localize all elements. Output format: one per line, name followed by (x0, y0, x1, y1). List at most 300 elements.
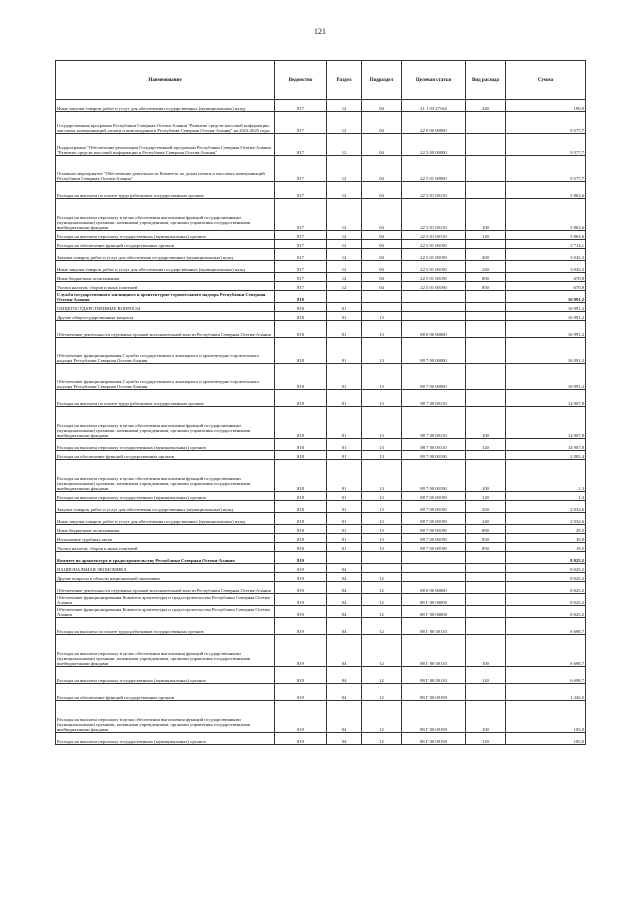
cell-ved: 819 (275, 618, 327, 635)
cell-expense-type (466, 291, 506, 303)
cell-name: НАЦИОНАЛЬНАЯ ЭКОНОМИКА (56, 564, 275, 573)
cell-sum: 9 577,7 (506, 134, 586, 156)
cell-podrazdel: 12 (362, 667, 402, 684)
cell-target: 22 5 01 00190 (402, 249, 466, 261)
header-sum: Сумма (506, 61, 586, 100)
cell-ved: 818 (275, 543, 327, 552)
cell-podrazdel: 12 (362, 635, 402, 667)
cell-name: Иные закупки товаров, работ и услуг для обеспечения государственных (муниципальных) нужд (56, 100, 275, 112)
table-row (56, 112, 586, 134)
cell-razdel: 04 (327, 582, 362, 594)
cell-razdel: 01 (327, 492, 362, 501)
cell-target: 22 5 01 00190 (402, 273, 466, 282)
cell-podrazdel: 12 (362, 606, 402, 618)
cell-razdel: 01 (327, 407, 362, 439)
cell-name: Расходы на обеспечение функций государственных органов (56, 451, 275, 460)
cell-ved: 819 (275, 594, 327, 606)
cell-razdel: 01 (327, 513, 362, 525)
table-row (56, 492, 586, 501)
table-row (56, 134, 586, 156)
cell-expense-type (466, 182, 506, 199)
table-row (56, 249, 586, 261)
cell-name: Обеспечение деятельности отдельных органов исполнительной власти Республики Северная Осетия-Алания (56, 582, 275, 594)
cell-target (402, 552, 466, 564)
cell-target: 22 5 01 00110 (402, 182, 466, 199)
cell-expense-type (466, 552, 506, 564)
cell-ved: 819 (275, 606, 327, 618)
cell-ved: 819 (275, 573, 327, 582)
cell-name: Основное мероприятие "Обеспечение деятельности Комитета по делам печати и массовых коммуникаций Республики Северная Осетия-Алания" (56, 156, 275, 182)
cell-razdel: 01 (327, 460, 362, 492)
cell-razdel: 01 (327, 543, 362, 552)
cell-ved: 817 (275, 249, 327, 261)
cell-expense-type: 100 (466, 635, 506, 667)
cell-name: Расходы на выплаты персоналу государственных (муниципальных) органов (56, 733, 275, 745)
cell-name: Расходы на выплаты персоналу в целях обеспечения выполнения функций государственными (муниципальными) органами, казенными учреждениями, органами управления государственными внебюджетными фондами (56, 460, 275, 492)
cell-ved: 817 (275, 282, 327, 291)
table-row (56, 291, 586, 303)
header-ved: Ведомство (275, 61, 327, 100)
cell-sum: 3 043,3 (506, 261, 586, 273)
cell-sum: 5 863,6 (506, 182, 586, 199)
cell-expense-type: 850 (466, 543, 506, 552)
cell-name: Закупка товаров, работ и услуг для обеспечения государственных (муниципальных) нужд (56, 249, 275, 261)
table-row (56, 733, 586, 745)
table-row (56, 100, 586, 112)
cell-target: 88 7 00 00190 (402, 501, 466, 513)
cell-target: 88 7 00 00190 (402, 534, 466, 543)
cell-name: Иные закупки товаров, работ и услуг для обеспечения государственных (муниципальных) нужд (56, 261, 275, 273)
cell-expense-type: 120 (466, 733, 506, 745)
cell-sum: 10,0 (506, 534, 586, 543)
cell-sum: 3 714,1 (506, 240, 586, 249)
cell-expense-type: 120 (466, 667, 506, 684)
cell-expense-type: 200 (466, 501, 506, 513)
cell-expense-type (466, 606, 506, 618)
cell-sum: 2 032,6 (506, 513, 586, 525)
cell-target: 22 5 01 00000 (402, 156, 466, 182)
cell-expense-type: 240 (466, 513, 506, 525)
cell-ved: 818 (275, 513, 327, 525)
cell-ved: 817 (275, 199, 327, 231)
cell-target (402, 564, 466, 573)
cell-target: 88 7 00 00190 (402, 525, 466, 534)
cell-expense-type: 800 (466, 273, 506, 282)
cell-razdel: 04 (327, 564, 362, 573)
cell-razdel: 01 (327, 312, 362, 321)
cell-sum: 3 043,3 (506, 249, 586, 261)
cell-expense-type (466, 240, 506, 249)
cell-expense-type (466, 338, 506, 364)
cell-name: Уплата налогов, сборов и иных платежей (56, 543, 275, 552)
cell-target (402, 303, 466, 312)
cell-name: Обеспечение функционирования Службы государственного жилищного и архитектурно-строительного надзора Республики Северная Осетия-Алания (56, 338, 275, 364)
cell-razdel: 01 (327, 390, 362, 407)
cell-podrazdel (362, 303, 402, 312)
cell-sum: 8 025,2 (506, 573, 586, 582)
cell-ved: 818 (275, 303, 327, 312)
header-target: Целевая статья (402, 61, 466, 100)
cell-expense-type: 120 (466, 231, 506, 240)
header-name: Наименование (56, 61, 275, 100)
table-row (56, 273, 586, 282)
cell-razdel: 04 (327, 667, 362, 684)
cell-name: Расходы на выплаты персоналу государственных (муниципальных) органов (56, 492, 275, 501)
header-expense-type: Вид расхода (466, 61, 506, 100)
cell-razdel: 12 (327, 182, 362, 199)
cell-ved: 819 (275, 564, 327, 573)
cell-sum: 16 991,2 (506, 364, 586, 390)
cell-ved: 817 (275, 261, 327, 273)
cell-name: Другие общегосударственные вопросы (56, 312, 275, 321)
cell-name: Расходы на выплаты персоналу государственных (муниципальных) органов (56, 667, 275, 684)
cell-target: 88 7 00 00190 (402, 543, 466, 552)
cell-expense-type (466, 321, 506, 338)
cell-name: ОБЩЕГОСУДАРСТВЕННЫЕ ВОПРОСЫ (56, 303, 275, 312)
cell-razdel: 12 (327, 112, 362, 134)
table-row (56, 618, 586, 635)
cell-podrazdel (362, 291, 402, 303)
cell-sum: 9 577,7 (506, 112, 586, 134)
table-row (56, 534, 586, 543)
cell-expense-type (466, 573, 506, 582)
cell-target: 88 7 00 00190 (402, 513, 466, 525)
cell-ved: 818 (275, 291, 327, 303)
cell-name: Закупка товаров, работ и услуг для обеспечения государственных (муниципальных) нужд (56, 501, 275, 513)
cell-razdel: 04 (327, 635, 362, 667)
cell-podrazdel: 13 (362, 312, 402, 321)
cell-podrazdel: 13 (362, 439, 402, 451)
cell-sum: 16 991,2 (506, 303, 586, 312)
table-row (56, 282, 586, 291)
cell-podrazdel: 13 (362, 525, 402, 534)
cell-target: 22 5 01 00190 (402, 240, 466, 249)
table-row (56, 303, 586, 312)
cell-expense-type (466, 390, 506, 407)
cell-ved: 818 (275, 534, 327, 543)
header-razdel: Раздел (327, 61, 362, 100)
cell-sum: 1,3 (506, 492, 586, 501)
table-row (56, 390, 586, 407)
cell-target (402, 573, 466, 582)
cell-razdel: 04 (327, 618, 362, 635)
cell-name: Комитет по архитектуре и градостроительству Республики Северная Осетия-Алания (56, 552, 275, 564)
cell-ved: 819 (275, 667, 327, 684)
cell-razdel: 12 (327, 134, 362, 156)
cell-name: Обеспечение функционирования Комитета архитектуры и градостроительства Республики Северная Осетия-Алания (56, 606, 275, 618)
table-row (56, 573, 586, 582)
cell-sum: 16 991,2 (506, 321, 586, 338)
cell-podrazdel: 12 (362, 573, 402, 582)
cell-ved: 819 (275, 582, 327, 594)
table-row (56, 240, 586, 249)
cell-target: 88 7 00 00110 (402, 407, 466, 439)
cell-expense-type (466, 134, 506, 156)
cell-target: 22 5 01 00190 (402, 261, 466, 273)
cell-ved: 818 (275, 407, 327, 439)
cell-name: Уплата налогов, сборов и иных платежей (56, 282, 275, 291)
cell-expense-type (466, 303, 506, 312)
cell-expense-type: 100 (466, 701, 506, 733)
cell-name: Иные бюджетные ассигнования (56, 273, 275, 282)
cell-sum: 14 907,8 (506, 407, 586, 439)
cell-sum: 5 863,6 (506, 199, 586, 231)
cell-expense-type: 240 (466, 261, 506, 273)
cell-name: Обеспечение деятельности отдельных органов исполнительной власти Республики Северная Осетия-Алания (56, 321, 275, 338)
cell-sum: 14 907,8 (506, 439, 586, 451)
cell-target (402, 291, 466, 303)
cell-expense-type: 100 (466, 460, 506, 492)
cell-sum: 8 025,2 (506, 582, 586, 594)
cell-target: 22 5 01 00110 (402, 231, 466, 240)
cell-target (402, 312, 466, 321)
cell-sum: 8 025,2 (506, 564, 586, 573)
cell-target: 88 7 00 00190 (402, 460, 466, 492)
cell-expense-type (466, 594, 506, 606)
cell-razdel (327, 291, 362, 303)
cell-expense-type: 830 (466, 534, 506, 543)
cell-sum: 8 025,2 (506, 594, 586, 606)
cell-sum: 16 991,2 (506, 312, 586, 321)
cell-podrazdel: 12 (362, 684, 402, 701)
table-row (56, 312, 586, 321)
table-body (56, 100, 586, 745)
cell-podrazdel: 13 (362, 390, 402, 407)
cell-ved: 819 (275, 684, 327, 701)
cell-name: Расходы на обеспечение функций государственных органов (56, 684, 275, 701)
cell-razdel: 12 (327, 199, 362, 231)
cell-ved: 819 (275, 733, 327, 745)
cell-razdel: 01 (327, 525, 362, 534)
table-row (56, 501, 586, 513)
table-row (56, 231, 586, 240)
cell-razdel: 12 (327, 261, 362, 273)
cell-podrazdel: 13 (362, 451, 402, 460)
cell-sum: 16 991,2 (506, 338, 586, 364)
cell-razdel: 04 (327, 684, 362, 701)
cell-target: 88 Г 00 00110 (402, 635, 466, 667)
cell-ved: 817 (275, 100, 327, 112)
cell-razdel: 01 (327, 534, 362, 543)
cell-ved: 818 (275, 321, 327, 338)
cell-razdel: 01 (327, 303, 362, 312)
cell-podrazdel: 04 (362, 134, 402, 156)
cell-podrazdel: 13 (362, 407, 402, 439)
table-row (56, 564, 586, 573)
cell-target: 22 0 00 00000 (402, 112, 466, 134)
cell-sum: 8 025,2 (506, 606, 586, 618)
cell-name: Расходы на выплаты персоналу в целях обеспечения выполнения функций государственными (муниципальными) органами, казенными учреждениями, органами управления государственными внебюджетными фондами (56, 635, 275, 667)
cell-razdel: 01 (327, 439, 362, 451)
cell-name: Расходы на выплаты персоналу в целях обеспечения выполнения функций государственными (муниципальными) органами, казенными учреждениями, органами управления государственными внебюджетными фондами (56, 199, 275, 231)
cell-podrazdel (362, 552, 402, 564)
cell-target: 88 Г 00 00110 (402, 667, 466, 684)
cell-sum: 670,8 (506, 273, 586, 282)
cell-expense-type (466, 564, 506, 573)
cell-ved: 819 (275, 635, 327, 667)
cell-razdel: 04 (327, 701, 362, 733)
cell-name: Государственная программа Республики Северная Осетия-Алания "Развитие средств массовой информации, массовых коммуникаций, печати и книгоиздания в Республике Северная Осетия-Алания" на 2023-2025 годы (56, 112, 275, 134)
cell-podrazdel: 04 (362, 282, 402, 291)
cell-podrazdel: 13 (362, 321, 402, 338)
cell-sum: 190,0 (506, 100, 586, 112)
cell-razdel: 04 (327, 733, 362, 745)
table-row (56, 407, 586, 439)
cell-expense-type: 850 (466, 282, 506, 291)
cell-sum: 105,0 (506, 701, 586, 733)
cell-sum: 16 991,2 (506, 291, 586, 303)
cell-podrazdel: 13 (362, 513, 402, 525)
cell-target: 88 7 00 00000 (402, 338, 466, 364)
table-row (56, 439, 586, 451)
cell-name: Расходы на выплаты по оплате труда работников государственных органов (56, 182, 275, 199)
cell-razdel: 04 (327, 573, 362, 582)
cell-target: 88 Г 00 00190 (402, 701, 466, 733)
cell-target: 88 0 00 00000 (402, 582, 466, 594)
cell-ved: 818 (275, 451, 327, 460)
cell-razdel: 12 (327, 249, 362, 261)
cell-name: Обеспечение функционирования Комитета архитектуры и градостроительства Республики Северная Осетия-Алания (56, 594, 275, 606)
table-row (56, 513, 586, 525)
cell-ved: 818 (275, 338, 327, 364)
cell-razdel: 04 (327, 606, 362, 618)
cell-sum: 6 698,7 (506, 667, 586, 684)
cell-razdel (327, 552, 362, 564)
cell-razdel: 01 (327, 321, 362, 338)
cell-target: 88 Г 00 00110 (402, 618, 466, 635)
cell-podrazdel: 04 (362, 249, 402, 261)
table-row (56, 338, 586, 364)
cell-ved: 818 (275, 312, 327, 321)
cell-razdel: 12 (327, 100, 362, 112)
table-row (56, 582, 586, 594)
cell-sum: 6 698,7 (506, 618, 586, 635)
table-row (56, 701, 586, 733)
table-row (56, 156, 586, 182)
cell-razdel: 12 (327, 231, 362, 240)
cell-podrazdel: 12 (362, 701, 402, 733)
table-header-row (56, 61, 586, 100)
cell-razdel: 01 (327, 451, 362, 460)
cell-name: Исполнение судебных актов (56, 534, 275, 543)
cell-name: Служба государственного жилищного и архитектурно-строительного надзора Республики Северная Осетия-Алания (56, 291, 275, 303)
cell-name: Расходы на выплаты персоналу государственных (муниципальных) органов (56, 439, 275, 451)
cell-ved: 817 (275, 182, 327, 199)
cell-ved: 818 (275, 364, 327, 390)
cell-expense-type (466, 112, 506, 134)
cell-podrazdel: 04 (362, 240, 402, 249)
cell-expense-type: 200 (466, 249, 506, 261)
header-podrazdel: Подраздел (362, 61, 402, 100)
cell-razdel: 12 (327, 273, 362, 282)
cell-sum: 8 025,2 (506, 552, 586, 564)
cell-ved: 818 (275, 460, 327, 492)
cell-ved: 817 (275, 156, 327, 182)
cell-name: Расходы на выплаты персоналу в целях обеспечения выполнения функций государственными (муниципальными) органами, казенными учреждениями, органами управления государственными внебюджетными фондами (56, 407, 275, 439)
cell-target: 88 7 00 00000 (402, 364, 466, 390)
table-row (56, 684, 586, 701)
cell-podrazdel: 13 (362, 534, 402, 543)
cell-sum: 6 698,7 (506, 635, 586, 667)
cell-ved: 817 (275, 134, 327, 156)
cell-razdel: 01 (327, 338, 362, 364)
cell-target: 22 5 01 00110 (402, 199, 466, 231)
cell-expense-type: 240 (466, 100, 506, 112)
cell-podrazdel: 04 (362, 156, 402, 182)
cell-sum: 9 577,7 (506, 156, 586, 182)
cell-podrazdel: 12 (362, 594, 402, 606)
table-row (56, 552, 586, 564)
cell-podrazdel: 13 (362, 364, 402, 390)
table-row (56, 460, 586, 492)
cell-podrazdel: 04 (362, 273, 402, 282)
cell-podrazdel: 12 (362, 733, 402, 745)
cell-target: 88 7 00 00110 (402, 390, 466, 407)
cell-podrazdel: 04 (362, 231, 402, 240)
cell-expense-type: 120 (466, 439, 506, 451)
cell-expense-type (466, 618, 506, 635)
cell-sum: 670,8 (506, 282, 586, 291)
page-number: 121 (314, 27, 326, 36)
cell-razdel: 01 (327, 364, 362, 390)
cell-razdel: 12 (327, 156, 362, 182)
cell-target: 21 1 03 27164 (402, 100, 466, 112)
table-row (56, 451, 586, 460)
cell-podrazdel: 04 (362, 199, 402, 231)
cell-podrazdel (362, 564, 402, 573)
cell-podrazdel: 04 (362, 182, 402, 199)
cell-name: Иные бюджетные ассигнования (56, 525, 275, 534)
cell-expense-type (466, 156, 506, 182)
cell-podrazdel: 13 (362, 460, 402, 492)
cell-ved: 817 (275, 273, 327, 282)
cell-razdel: 12 (327, 240, 362, 249)
cell-sum: 14 907,8 (506, 390, 586, 407)
cell-target: 88 0 00 00000 (402, 321, 466, 338)
cell-target: 88 Г 00 00000 (402, 606, 466, 618)
cell-expense-type (466, 312, 506, 321)
cell-name: Расходы на выплаты по оплате труда работников государственных органов (56, 618, 275, 635)
table-row (56, 543, 586, 552)
cell-podrazdel: 13 (362, 501, 402, 513)
cell-expense-type: 100 (466, 407, 506, 439)
cell-name: Расходы на обеспечение функций государственных органов (56, 240, 275, 249)
cell-podrazdel: 12 (362, 618, 402, 635)
table-row (56, 321, 586, 338)
cell-podrazdel: 13 (362, 543, 402, 552)
cell-podrazdel: 04 (362, 100, 402, 112)
cell-expense-type (466, 364, 506, 390)
cell-ved: 819 (275, 701, 327, 733)
budget-table (55, 60, 586, 745)
cell-expense-type (466, 582, 506, 594)
cell-target: 88 Г 00 00190 (402, 684, 466, 701)
cell-name: Расходы на выплаты персоналу государственных (муниципальных) органов (56, 231, 275, 240)
table-row (56, 606, 586, 618)
cell-sum: 29,5 (506, 525, 586, 534)
cell-name: Иные закупки товаров, работ и услуг для обеспечения государственных (муниципальных) нужд (56, 513, 275, 525)
cell-target: 88 Г 00 00000 (402, 594, 466, 606)
cell-podrazdel: 04 (362, 261, 402, 273)
cell-expense-type: 100 (466, 199, 506, 231)
cell-expense-type (466, 451, 506, 460)
cell-name: Расходы на выплаты персоналу в целях обеспечения выполнения функций государственными (муниципальными) органами, казенными учреждениями, органами управления государственными внебюджетными фондами (56, 701, 275, 733)
cell-target: 88 7 00 00110 (402, 439, 466, 451)
cell-sum: 105,0 (506, 733, 586, 745)
cell-sum: 2 083,4 (506, 451, 586, 460)
table-row (56, 261, 586, 273)
cell-target: 22 5 01 00190 (402, 282, 466, 291)
